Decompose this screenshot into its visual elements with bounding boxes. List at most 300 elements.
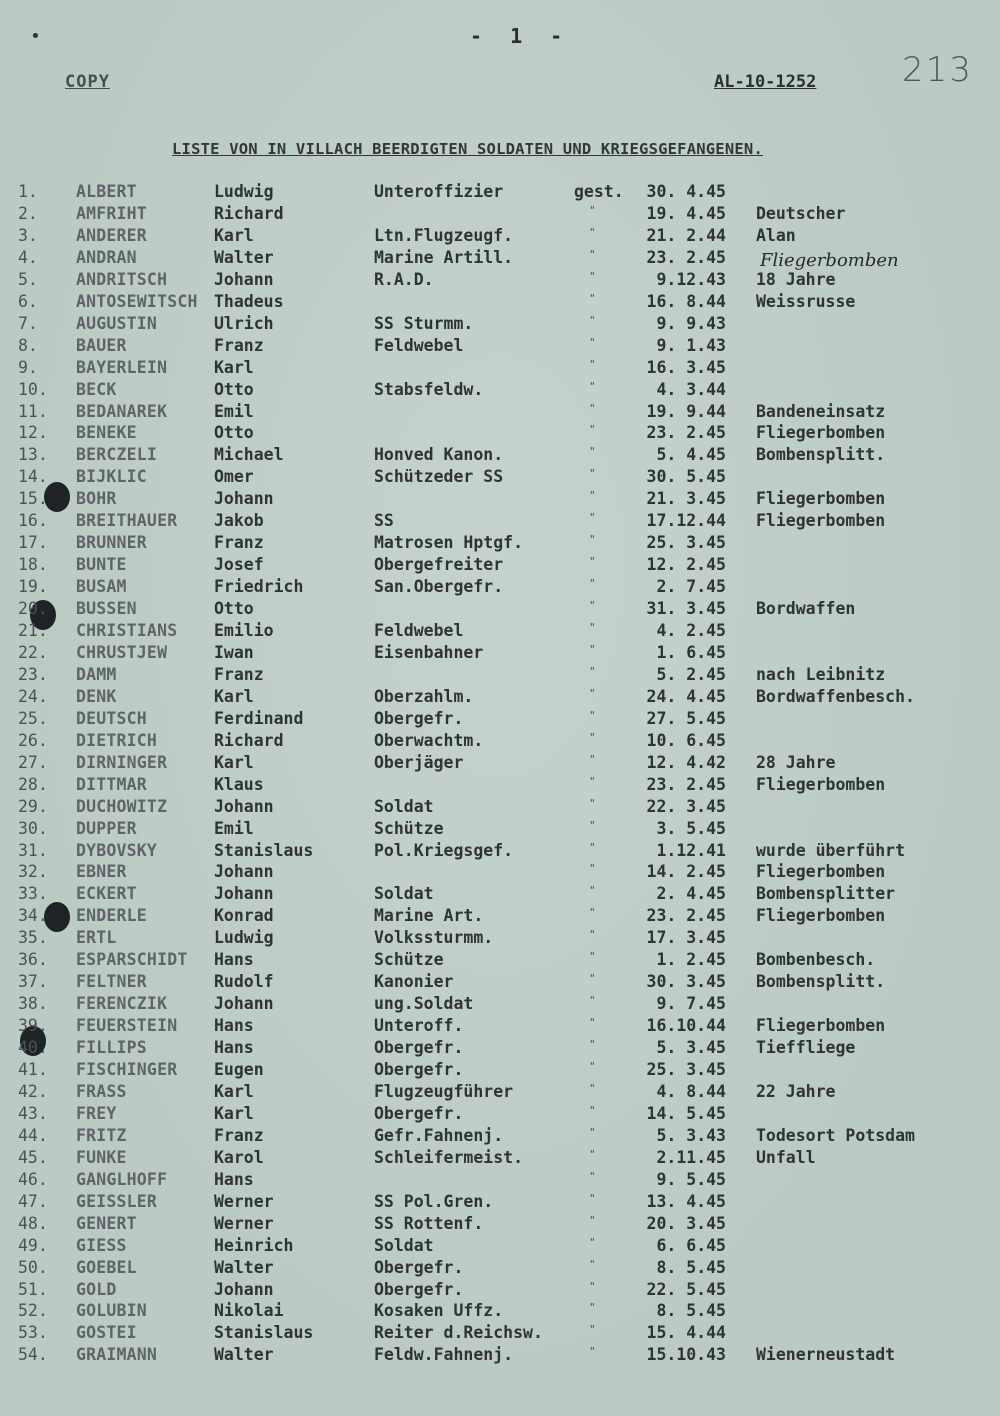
list-row <box>0 884 1000 906</box>
ditto-mark: " <box>589 686 596 700</box>
entry-number: 19. <box>18 577 48 597</box>
rank: San.Obergefr. <box>374 577 504 597</box>
death-date: 17.12.44 <box>646 511 726 531</box>
rank: Oberwachtm. <box>374 730 484 750</box>
list-row <box>0 467 1000 489</box>
ditto-mark: " <box>589 796 596 810</box>
death-date: 23. 2.45 <box>646 423 726 443</box>
ditto-mark: " <box>589 621 596 634</box>
entry-number: 48. <box>18 1213 48 1233</box>
list-row <box>0 950 1000 972</box>
list-row <box>0 1126 1000 1148</box>
rank: Obergefr. <box>374 1103 464 1123</box>
rank: Reiter d.Reichsw. <box>374 1323 543 1343</box>
entry-number: 7. <box>18 313 38 333</box>
document-title: LISTE VON IN VILLACH BEERDIGTEN SOLDATEN UND KRIEGSGEFANGENEN. <box>172 140 763 158</box>
ditto-mark: " <box>589 664 596 678</box>
death-date: 30. 5.45 <box>646 467 726 487</box>
rank: Feldwebel <box>374 621 464 640</box>
rank: Feldwebel <box>374 335 464 355</box>
list-row <box>0 533 1000 555</box>
ditto-mark: " <box>589 269 596 283</box>
entry-number: 12. <box>18 423 48 443</box>
first-name: Richard <box>214 203 284 223</box>
surname: DAMM <box>76 664 117 684</box>
list-row <box>0 1258 1000 1280</box>
list-row <box>0 972 1000 994</box>
surname: FRITZ <box>76 1125 127 1145</box>
list-row <box>0 1016 1000 1038</box>
ditto-mark: " <box>589 1213 596 1227</box>
copy-label: COPY <box>65 72 110 92</box>
rank: Unteroffizier <box>374 182 504 201</box>
rank: Pol.Kriegsgef. <box>374 840 514 860</box>
first-name: Otto <box>214 599 254 619</box>
handwritten-note: Fliegerbomben <box>760 250 899 271</box>
ditto-mark: " <box>589 379 596 393</box>
rank: Volkssturmm. <box>374 928 494 948</box>
rank: Obergefr. <box>374 1060 464 1079</box>
entry-number: 36. <box>18 950 48 970</box>
ditto-mark: " <box>589 752 596 766</box>
entry-number: 17. <box>18 533 48 553</box>
first-name: Johann <box>214 269 274 289</box>
surname: BOHR <box>76 489 117 509</box>
death-date: 8. 5.45 <box>656 1301 726 1321</box>
list-row <box>0 423 1000 445</box>
surname: BAUER <box>76 335 127 355</box>
list-row <box>0 402 1000 424</box>
remark: Todesort Potsdam <box>756 1125 915 1145</box>
ditto-mark: " <box>589 1125 596 1139</box>
first-name: Konrad <box>214 906 274 926</box>
death-date: 20. 3.45 <box>646 1213 726 1233</box>
list-row <box>0 1104 1000 1126</box>
surname: DYBOVSKY <box>76 840 158 860</box>
entry-number: 29. <box>18 796 48 816</box>
surname: BIJKLIC <box>76 467 147 487</box>
surname: GENERT <box>76 1213 137 1233</box>
death-date: 21. 2.44 <box>646 225 726 245</box>
ditto-mark: " <box>589 533 596 547</box>
list-row <box>0 380 1000 402</box>
ditto-mark: " <box>589 1038 596 1052</box>
list-row <box>0 489 1000 511</box>
remark: 18 Jahre <box>756 269 836 289</box>
surname: CHRUSTJEW <box>76 642 168 662</box>
ditto-mark: " <box>589 906 596 920</box>
first-name: Emil <box>214 818 254 838</box>
entry-number: 4. <box>18 247 38 267</box>
first-name: Karl <box>214 752 254 772</box>
surname: FUNKE <box>76 1147 127 1167</box>
first-name: Ludwig <box>214 928 274 948</box>
list-row <box>0 621 1000 643</box>
remark: nach Leibnitz <box>756 664 886 684</box>
entry-number: 16. <box>18 511 48 531</box>
list-row <box>0 906 1000 928</box>
first-name: Karl <box>214 1103 254 1123</box>
ditto-mark: " <box>589 357 596 371</box>
first-name: Johann <box>214 884 274 904</box>
ditto-mark: " <box>589 1147 596 1161</box>
rank: Obergefr. <box>374 1257 464 1277</box>
entry-number: 23. <box>18 664 48 684</box>
ditto-mark: " <box>589 994 596 1008</box>
ditto-mark: " <box>589 313 596 327</box>
entry-number: 32. <box>18 862 48 882</box>
ditto-mark: " <box>589 1345 596 1359</box>
surname: FISCHINGER <box>76 1060 178 1079</box>
surname: ANTOSEWITSCH <box>76 291 198 311</box>
entry-number: 41. <box>18 1060 48 1079</box>
first-name: Franz <box>214 1125 264 1145</box>
entry-number: 27. <box>18 752 48 772</box>
list-row <box>0 204 1000 226</box>
list-row <box>0 687 1000 709</box>
remark: Bombensplitter <box>756 884 896 904</box>
entry-number: 10. <box>18 379 48 399</box>
entry-number: 52. <box>18 1301 48 1321</box>
surname: BEDANAREK <box>76 401 168 421</box>
rank: Oberzahlm. <box>374 686 474 706</box>
list-row <box>0 314 1000 336</box>
remark: Fliegerbomben <box>756 906 886 926</box>
first-name: Johann <box>214 1279 274 1299</box>
list-row <box>0 445 1000 467</box>
entry-number: 54. <box>18 1345 48 1365</box>
list-row <box>0 1192 1000 1214</box>
surname: FRASS <box>76 1081 127 1101</box>
ditto-mark: " <box>589 1081 596 1095</box>
entry-number: 2. <box>18 203 38 223</box>
list-row <box>0 753 1000 775</box>
surname: ANDRAN <box>76 247 137 267</box>
first-name: Richard <box>214 730 284 750</box>
rank: Schleifermeist. <box>374 1147 524 1167</box>
first-name: Werner <box>214 1213 274 1233</box>
list-row <box>0 709 1000 731</box>
first-name: Ludwig <box>214 182 274 201</box>
death-date: 31. 3.45 <box>646 599 726 619</box>
entry-number: 8. <box>18 335 38 355</box>
entry-number: 11. <box>18 401 48 421</box>
death-date: 2.11.45 <box>656 1147 726 1167</box>
first-name: Johann <box>214 994 274 1014</box>
death-date: 30. 4.45 <box>646 182 726 201</box>
death-date: 25. 3.45 <box>646 1060 726 1079</box>
remark: Bandeneinsatz <box>756 401 886 421</box>
entry-number: 3. <box>18 225 38 245</box>
list-row <box>0 665 1000 687</box>
surname: GRAIMANN <box>76 1345 158 1365</box>
ditto-mark: " <box>589 1169 596 1183</box>
list-row <box>0 643 1000 665</box>
first-name: Stanislaus <box>214 840 314 860</box>
first-name: Stanislaus <box>214 1323 314 1343</box>
surname: BREITHAUER <box>76 511 178 531</box>
death-date: 12. 2.45 <box>646 555 726 575</box>
entry-number: 28. <box>18 774 48 794</box>
first-name: Omer <box>214 467 254 487</box>
list-row <box>0 819 1000 841</box>
ditto-mark: " <box>589 818 596 832</box>
first-name: Jakob <box>214 511 264 531</box>
death-date: 17. 3.45 <box>646 928 726 948</box>
ditto-mark: " <box>589 950 596 964</box>
entry-number: 49. <box>18 1235 48 1255</box>
ditto-mark: " <box>589 862 596 876</box>
first-name: Otto <box>214 379 254 399</box>
rank: Obergefr. <box>374 708 464 728</box>
ditto-mark: " <box>589 928 596 942</box>
surname: ANDERER <box>76 225 147 245</box>
rank: Marine Art. <box>374 906 484 926</box>
list-row <box>0 555 1000 577</box>
list-row <box>0 1214 1000 1236</box>
death-date: 1. 2.45 <box>656 950 726 970</box>
rank: Kosaken Uffz. <box>374 1301 504 1321</box>
surname: AUGUSTIN <box>76 313 158 333</box>
surname: GOLUBIN <box>76 1301 147 1321</box>
entry-number: 6. <box>18 291 38 311</box>
list-row <box>0 1148 1000 1170</box>
list-row <box>0 1280 1000 1302</box>
death-date: 8. 5.45 <box>656 1257 726 1277</box>
ditto-mark: " <box>589 642 596 656</box>
surname: DUPPER <box>76 818 137 838</box>
death-date: 27. 5.45 <box>646 708 726 728</box>
first-name: Friedrich <box>214 577 304 597</box>
remark: Bordwaffenbesch. <box>756 686 915 706</box>
surname: ANDRITSCH <box>76 269 168 289</box>
list-row <box>0 182 1000 204</box>
entry-number: 24. <box>18 686 48 706</box>
death-date: 22. 3.45 <box>646 796 726 816</box>
death-date: 4. 2.45 <box>656 621 726 640</box>
first-name: Hans <box>214 1169 254 1189</box>
remark: Fliegerbomben <box>756 862 886 882</box>
ditto-mark: " <box>589 401 596 415</box>
death-date: 14. 2.45 <box>646 862 726 882</box>
ditto-mark: " <box>589 730 596 744</box>
death-date: 16.10.44 <box>646 1016 726 1036</box>
death-date: 24. 4.45 <box>646 686 726 706</box>
entry-number: 20. <box>18 599 48 619</box>
ditto-mark: " <box>589 708 596 722</box>
ditto-mark: " <box>589 577 596 591</box>
rank: Schütze <box>374 950 444 970</box>
list-row <box>0 1323 1000 1345</box>
death-date: 5. 4.45 <box>656 445 726 465</box>
rank: Obergefr. <box>374 1279 464 1299</box>
rank: Flugzeugführer <box>374 1081 514 1101</box>
surname: GOEBEL <box>76 1257 137 1277</box>
first-name: Thadeus <box>214 291 284 311</box>
death-date: 15.10.43 <box>646 1345 726 1365</box>
entry-number: 14. <box>18 467 48 487</box>
entry-number: 46. <box>18 1169 48 1189</box>
remark: Fliegerbomben <box>756 489 886 509</box>
first-name: Heinrich <box>214 1235 294 1255</box>
remark: 28 Jahre <box>756 752 836 772</box>
ditto-mark: " <box>589 511 596 525</box>
page-number: - 1 - <box>470 24 571 48</box>
remark: Bombensplitt. <box>756 972 886 992</box>
rank: Obergefr. <box>374 1038 464 1058</box>
entry-number: 1. <box>18 182 38 201</box>
rank: ung.Soldat <box>374 994 474 1014</box>
list-row <box>0 928 1000 950</box>
list-row <box>0 270 1000 292</box>
rank: Soldat <box>374 884 434 904</box>
ditto-mark: " <box>589 1279 596 1293</box>
surname: DIETRICH <box>76 730 158 750</box>
first-name: Karl <box>214 357 254 377</box>
remark: Fliegerbomben <box>756 1016 886 1036</box>
first-name: Nikolai <box>214 1301 284 1321</box>
death-date: 19. 4.45 <box>646 203 726 223</box>
death-date: 22. 5.45 <box>646 1279 726 1299</box>
rank: Kanonier <box>374 972 454 992</box>
rank: SS Pol.Gren. <box>374 1191 494 1211</box>
first-name: Werner <box>214 1191 274 1211</box>
surname: DIRNINGER <box>76 752 168 772</box>
remark: Alan <box>756 225 796 245</box>
rank: SS Sturmm. <box>374 313 474 333</box>
first-name: Franz <box>214 335 264 355</box>
death-date: 6. 6.45 <box>656 1235 726 1255</box>
remark: Deutscher <box>756 203 846 223</box>
entry-number: 26. <box>18 730 48 750</box>
remark: Wienerneustadt <box>756 1345 896 1365</box>
death-date: 15. 4.44 <box>646 1323 726 1343</box>
entry-number: 31. <box>18 840 48 860</box>
surname: FILLIPS <box>76 1038 147 1058</box>
first-name: Iwan <box>214 642 254 662</box>
reference-number: AL-10-1252 <box>714 72 817 92</box>
death-date: 5. 3.45 <box>656 1038 726 1058</box>
surname: GOSTEI <box>76 1323 137 1343</box>
ditto-mark: " <box>589 555 596 569</box>
rank: Obergefreiter <box>374 555 504 575</box>
list-row <box>0 994 1000 1016</box>
first-name: Johann <box>214 796 274 816</box>
surname: DENK <box>76 686 117 706</box>
corner-mark: • <box>30 26 41 47</box>
entry-number: 22. <box>18 642 48 662</box>
surname: DITTMAR <box>76 774 147 794</box>
surname: BERCZELI <box>76 445 158 465</box>
entry-number: 45. <box>18 1147 48 1167</box>
death-date: 1.12.41 <box>656 840 726 860</box>
ditto-mark: " <box>589 489 596 503</box>
death-date: 4. 3.44 <box>656 379 726 399</box>
surname: BAYERLEIN <box>76 357 168 377</box>
remark: wurde überführt <box>756 840 906 860</box>
list-row <box>0 226 1000 248</box>
ditto-mark: " <box>589 423 596 437</box>
list-row <box>0 862 1000 884</box>
list-row <box>0 797 1000 819</box>
surname: BRUNNER <box>76 533 147 553</box>
remark: Fliegerbomben <box>756 774 886 794</box>
rank: Eisenbahner <box>374 642 484 662</box>
ditto-mark: " <box>589 335 596 349</box>
death-date: 19. 9.44 <box>646 401 726 421</box>
entry-number: 5. <box>18 269 38 289</box>
ditto-mark: " <box>589 291 596 305</box>
remark: 22 Jahre <box>756 1081 836 1101</box>
surname: ERTL <box>76 928 117 948</box>
first-name: Eugen <box>214 1060 264 1079</box>
rank: SS Rottenf. <box>374 1213 484 1233</box>
rank: Unteroff. <box>374 1016 464 1036</box>
ditto-mark: " <box>589 467 596 481</box>
entry-number: 40. <box>18 1038 48 1058</box>
first-name: Johann <box>214 862 274 882</box>
first-name: Karol <box>214 1147 264 1167</box>
ditto-mark: " <box>589 1191 596 1205</box>
surname: FERENCZIK <box>76 994 168 1014</box>
first-name: Ulrich <box>214 313 274 333</box>
first-name: Hans <box>214 1016 254 1036</box>
list-row <box>0 1038 1000 1060</box>
ditto-mark: " <box>589 599 596 613</box>
remark: Unfall <box>756 1147 816 1167</box>
first-name: Hans <box>214 950 254 970</box>
surname: GIESS <box>76 1235 127 1255</box>
rank: Oberjäger <box>374 752 464 772</box>
entry-number: 38. <box>18 994 48 1014</box>
list-row <box>0 511 1000 533</box>
entry-number: 30. <box>18 818 48 838</box>
entry-number: 18. <box>18 555 48 575</box>
death-date: 5. 2.45 <box>656 664 726 684</box>
death-date: 13. 4.45 <box>646 1191 726 1211</box>
death-date: 1. 6.45 <box>656 642 726 662</box>
death-date: 9.12.43 <box>656 269 726 289</box>
surname: FREY <box>76 1103 117 1123</box>
entry-number: 39. <box>18 1016 48 1036</box>
rank: Schütze <box>374 818 444 838</box>
death-date: 16. 3.45 <box>646 357 726 377</box>
ditto-mark: " <box>589 445 596 459</box>
first-name: Walter <box>214 1345 274 1365</box>
list-row <box>0 1301 1000 1323</box>
surname: DEUTSCH <box>76 708 147 728</box>
ditto-mark: " <box>589 225 596 239</box>
rank: Gefr.Fahnenj. <box>374 1125 504 1145</box>
death-date: 12. 4.42 <box>646 752 726 772</box>
rank: Ltn.Flugzeugf. <box>374 225 514 245</box>
rank: Soldat <box>374 796 434 816</box>
list-row <box>0 358 1000 380</box>
entry-number: 35. <box>18 928 48 948</box>
ditto-mark: " <box>589 840 596 854</box>
first-name: Klaus <box>214 774 264 794</box>
list-row <box>0 1082 1000 1104</box>
surname: FELTNER <box>76 972 147 992</box>
entry-number: 21. <box>18 621 48 640</box>
list-row <box>0 577 1000 599</box>
first-name: Hans <box>214 1038 254 1058</box>
first-name: Karl <box>214 1081 254 1101</box>
ditto-mark: " <box>589 884 596 898</box>
surname: EBNER <box>76 862 127 882</box>
entry-number: 9. <box>18 357 38 377</box>
surname: FEUERSTEIN <box>76 1016 178 1036</box>
